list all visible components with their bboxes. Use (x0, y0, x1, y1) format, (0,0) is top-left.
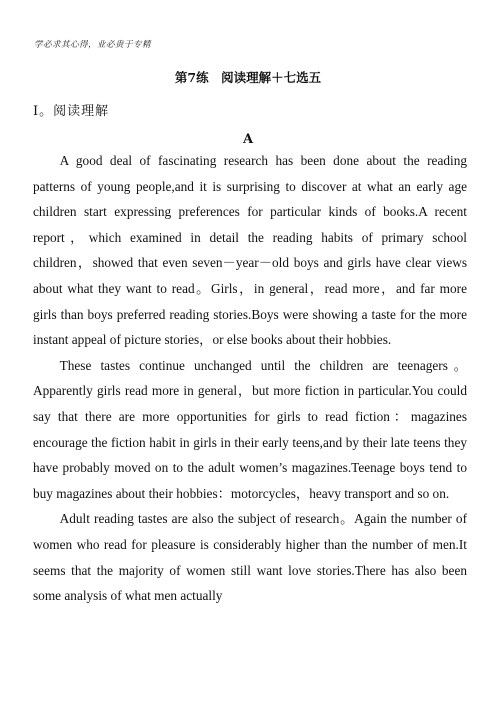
header-motto: 学必求其心得，业必贵于专精 (34, 40, 152, 50)
paragraph: Adult reading tastes are also the subject of research。Again the number of women who read for pleasure is considerably higher than the number of men.It seems that the majority of women still want love stories.There has also been some analysis of what men actually (33, 511, 467, 604)
passage-label: A (242, 132, 254, 147)
paragraph: These tastes continue unchanged until the children are teenagers。Apparently girls read more in general，but more fiction in particular.You could say that there are more opportunities for girls to read fiction：magazines encourage the fiction habit in girls in their early teens,and by their late teens they have probably moved on to the adult women’s magazines.Teenage boys tend to buy magazines about their hobbies：motorcycles，heavy transport and so on. (33, 357, 467, 501)
passage-body (33, 148, 467, 609)
section-heading: Ⅰ。阅读理解 (33, 104, 110, 119)
paragraph: A good deal of fascinating research has been done about the reading patterns of young people,and it is surprising to discover at what an early age children start expressing preferences for particular kinds of books.A recent report，which examined in detail the reading habits of primary school children，showed that even seven－year－old boys and girls have clear views about what they want to read。Girls，in general，read more，and far more girls than boys preferred reading stories.Boys were showing a taste for the more instant appeal of picture stories，or else books about their hobbies. (33, 153, 467, 348)
page-title: 第7练 阅读理解＋七选五 (174, 70, 322, 85)
